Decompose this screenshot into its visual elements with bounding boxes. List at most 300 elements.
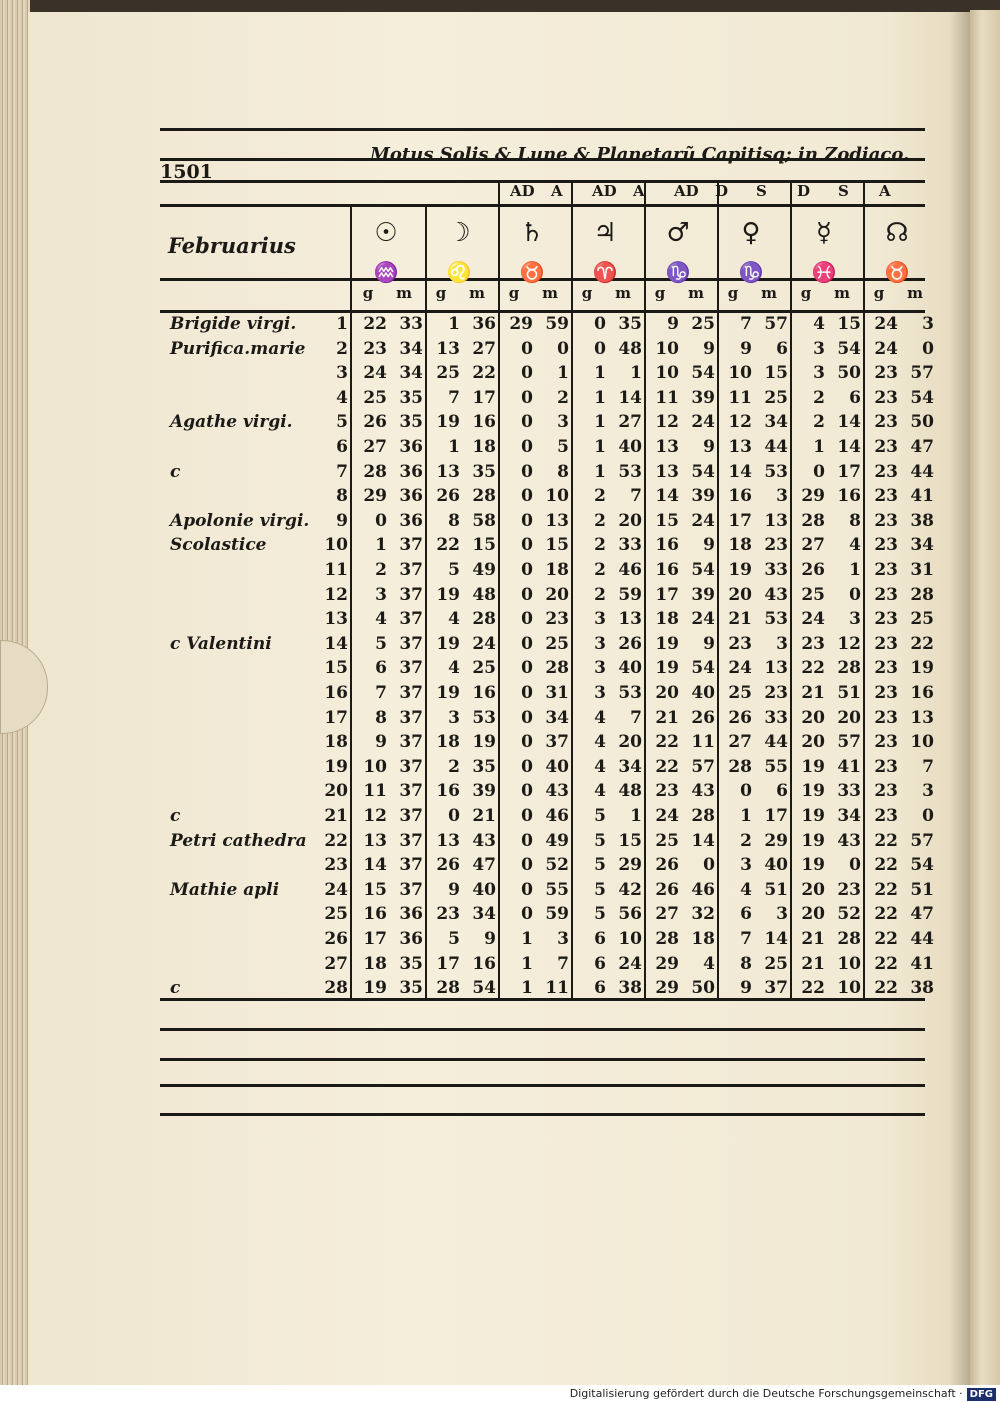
table-cell: 35 [399, 412, 423, 433]
table-cell: 3 [557, 929, 569, 949]
day-number: 24 [324, 879, 348, 900]
unit-label: g [435, 284, 447, 302]
table-cell: 3 [375, 584, 387, 605]
table-cell: 44 [910, 929, 934, 949]
table-cell: 5 [594, 806, 606, 826]
table-cell: 3 [594, 633, 606, 654]
planet-column-header [496, 208, 568, 286]
aspect-label: A [879, 182, 891, 200]
table-cell: 37 [764, 978, 788, 999]
table-cell: 28 [472, 609, 496, 630]
table-cell: 24 [728, 658, 752, 679]
table-cell: 31 [545, 683, 569, 703]
unit-label: m [542, 284, 558, 302]
planet-column-header [788, 208, 860, 286]
table-cell: 9 [740, 338, 752, 359]
table-cell: 2 [594, 535, 606, 556]
table-cell: 13 [764, 510, 788, 531]
table-cell: 23 [874, 781, 898, 802]
planet-column-header [642, 208, 714, 286]
table-cell: 49 [472, 560, 496, 580]
table-cell: 3 [813, 338, 825, 359]
table-cell: 26 [801, 560, 825, 580]
table-cell: 10 [618, 929, 642, 949]
table-cell: 2 [813, 412, 825, 433]
table-cell: 31 [910, 560, 934, 580]
table-cell: 23 [874, 683, 898, 703]
table-cell: 16 [472, 412, 496, 433]
table-cell: 2 [740, 830, 752, 851]
table-cell: 17 [363, 929, 387, 949]
table-cell: 19 [655, 633, 679, 654]
table-cell: 7 [557, 953, 569, 974]
table-cell: 47 [472, 855, 496, 876]
table-row [160, 830, 934, 855]
table-cell: 28 [545, 658, 569, 679]
table-cell: 59 [545, 314, 569, 334]
table-cell: 55 [764, 756, 788, 777]
table-cell: 29 [655, 953, 679, 974]
table-cell: 2 [594, 560, 606, 580]
table-cell: 2 [448, 756, 460, 777]
table-cell: 0 [521, 461, 533, 482]
table-cell: 25 [910, 609, 934, 630]
table-cell: 9 [703, 338, 715, 359]
unit-label: m [396, 284, 412, 302]
table-cell: 7 [922, 756, 934, 777]
table-cell: 29 [618, 855, 642, 876]
table-cell: 1 [740, 806, 752, 826]
day-number: 4 [336, 387, 348, 408]
table-cell: 26 [655, 855, 679, 876]
table-row [160, 707, 934, 732]
table-cell: 35 [399, 387, 423, 408]
table-cell: 23 [874, 437, 898, 457]
table-cell: 13 [545, 510, 569, 531]
planet-column-header [861, 208, 933, 286]
table-cell: 14 [837, 412, 861, 433]
footer [0, 1385, 1000, 1402]
table-cell: 21 [655, 707, 679, 728]
table-cell: 23 [837, 879, 861, 900]
table-cell: 47 [910, 437, 934, 457]
table-cell: 4 [594, 756, 606, 777]
table-cell: 23 [874, 806, 898, 826]
table-cell: 38 [910, 510, 934, 531]
table-cell: 19 [910, 658, 934, 679]
table-cell: 0 [521, 806, 533, 826]
table-cell: 34 [545, 707, 569, 728]
table-cell: 1 [594, 412, 606, 433]
table-cell: 19 [728, 560, 752, 580]
unit-label: m [469, 284, 485, 302]
table-cell: 11 [691, 732, 715, 753]
day-number: 16 [324, 683, 348, 703]
table-cell: 8 [375, 707, 387, 728]
table-cell: 25 [363, 387, 387, 408]
table-cell: 24 [655, 806, 679, 826]
day-number: 13 [324, 609, 348, 630]
table-cell: 37 [399, 855, 423, 876]
table-cell: 23 [874, 609, 898, 630]
table-cell: 23 [874, 461, 898, 482]
table-cell: 54 [910, 387, 934, 408]
table-cell: 7 [448, 387, 460, 408]
table-cell: 37 [399, 560, 423, 580]
table-cell: 3 [813, 363, 825, 384]
table-cell: 13 [910, 707, 934, 728]
table-cell: 48 [472, 584, 496, 605]
table-cell: 15 [363, 879, 387, 900]
table-cell: 23 [655, 781, 679, 802]
table-cell: 9 [448, 879, 460, 900]
table-cell: 19 [436, 633, 460, 654]
table-cell: 18 [472, 437, 496, 457]
table-cell: 43 [472, 830, 496, 851]
table-cell: 16 [436, 781, 460, 802]
table-cell: 39 [691, 486, 715, 507]
table-cell: 23 [363, 338, 387, 359]
table-cell: 5 [557, 437, 569, 457]
table-cell: 21 [801, 683, 825, 703]
planet-column-header [569, 208, 641, 286]
table-cell: 23 [874, 535, 898, 556]
table-cell: 34 [472, 904, 496, 925]
table-cell: 0 [521, 732, 533, 753]
table-cell: 3 [594, 658, 606, 679]
aspect-label: AD [674, 182, 699, 200]
table-cell: 40 [691, 683, 715, 703]
table-cell: 20 [618, 732, 642, 753]
table-cell: 36 [399, 437, 423, 457]
table-cell: 16 [655, 560, 679, 580]
table-cell: 27 [363, 437, 387, 457]
table-cell: 10 [837, 953, 861, 974]
table-cell: 20 [801, 732, 825, 753]
table-cell: 34 [764, 412, 788, 433]
table-row [160, 560, 934, 584]
table-cell: 9 [703, 535, 715, 556]
table-cell: 8 [557, 461, 569, 482]
table-cell: 13 [363, 830, 387, 851]
table-cell: 36 [399, 486, 423, 507]
table-cell: 14 [363, 855, 387, 876]
table-cell: 33 [764, 707, 788, 728]
zodiac-sign: ♉ [884, 260, 910, 284]
table-cell: 28 [655, 929, 679, 949]
table-row [160, 806, 934, 830]
table-cell: 6 [594, 978, 606, 999]
table-row [160, 314, 934, 338]
table-cell: 10 [910, 732, 934, 753]
table-cell: 18 [363, 953, 387, 974]
table-cell: 54 [837, 338, 861, 359]
table-cell: 36 [399, 461, 423, 482]
sun-symbol: ☉ [374, 218, 398, 248]
table-cell: 4 [594, 707, 606, 728]
table-cell: 26 [363, 412, 387, 433]
table-cell: 18 [436, 732, 460, 753]
table-cell: 26 [436, 486, 460, 507]
table-cell: 22 [874, 953, 898, 974]
table-cell: 9 [667, 314, 679, 334]
table-cell: 34 [837, 806, 861, 826]
unit-label: g [800, 284, 812, 302]
table-cell: 16 [472, 953, 496, 974]
day-number: 11 [324, 560, 348, 580]
table-cell: 11 [728, 387, 752, 408]
table-cell: 0 [521, 510, 533, 531]
table-cell: 0 [703, 855, 715, 876]
table-cell: 54 [472, 978, 496, 999]
table-cell: 25 [764, 953, 788, 974]
table-cell: 18 [655, 609, 679, 630]
table-cell: 22 [874, 978, 898, 999]
table-cell: 19 [655, 658, 679, 679]
table-cell: 39 [472, 781, 496, 802]
table-row [160, 978, 934, 1002]
table-cell: 48 [618, 338, 642, 359]
table-cell: 7 [375, 683, 387, 703]
table-cell: 22 [874, 879, 898, 900]
table-cell: 0 [521, 486, 533, 507]
table-cell: 10 [545, 486, 569, 507]
table-cell: 38 [910, 978, 934, 999]
feast-day-label: Brigide virgi. [170, 314, 297, 334]
table-cell: 34 [399, 363, 423, 384]
table-cell: 24 [691, 412, 715, 433]
table-row [160, 609, 934, 633]
table-cell: 50 [691, 978, 715, 999]
unit-label: m [907, 284, 923, 302]
table-cell: 0 [521, 707, 533, 728]
feast-day-label: Purifica.marie [170, 338, 306, 359]
table-row [160, 683, 934, 707]
table-cell: 24 [691, 609, 715, 630]
table-cell: 22 [874, 855, 898, 876]
table-cell: 15 [618, 830, 642, 851]
aspect-label: D [715, 182, 729, 200]
table-row [160, 584, 934, 609]
table-cell: 0 [521, 756, 533, 777]
table-cell: 24 [801, 609, 825, 630]
planet-column-header [350, 208, 422, 286]
table-cell: 27 [655, 904, 679, 925]
table-cell: 26 [691, 707, 715, 728]
table-cell: 44 [764, 732, 788, 753]
table-cell: 16 [837, 486, 861, 507]
table-cell: 43 [691, 781, 715, 802]
day-number: 2 [336, 338, 348, 359]
table-cell: 0 [521, 855, 533, 876]
table-row [160, 855, 934, 879]
table-cell: 1 [521, 978, 533, 999]
table-cell: 40 [545, 756, 569, 777]
table-cell: 29 [764, 830, 788, 851]
table-cell: 28 [801, 510, 825, 531]
aspect-label: AD [592, 182, 617, 200]
day-number: 25 [324, 904, 348, 925]
table-cell: 0 [521, 633, 533, 654]
table-cell: 51 [837, 683, 861, 703]
table-cell: 8 [448, 510, 460, 531]
table-cell: 4 [849, 535, 861, 556]
day-number: 9 [336, 510, 348, 531]
table-cell: 35 [472, 461, 496, 482]
table-cell: 10 [837, 978, 861, 999]
planet-header [350, 208, 925, 328]
table-cell: 28 [363, 461, 387, 482]
table-cell: 21 [801, 953, 825, 974]
day-number: 23 [324, 855, 348, 876]
day-number: 12 [324, 584, 348, 605]
table-cell: 22 [655, 732, 679, 753]
feast-day-label: Agathe virgi. [170, 412, 293, 433]
day-number: 18 [324, 732, 348, 753]
table-cell: 25 [436, 363, 460, 384]
table-cell: 16 [655, 535, 679, 556]
table-cell: 37 [399, 584, 423, 605]
table-cell: 41 [910, 486, 934, 507]
table-cell: 43 [545, 781, 569, 802]
table-cell: 21 [728, 609, 752, 630]
table-cell: 0 [594, 314, 606, 334]
feast-day-label: Mathie apli [170, 879, 280, 900]
table-cell: 20 [545, 584, 569, 605]
table-cell: 43 [764, 584, 788, 605]
unit-label: g [727, 284, 739, 302]
table-cell: 4 [813, 314, 825, 334]
table-cell: 19 [801, 806, 825, 826]
table-cell: 18 [728, 535, 752, 556]
table-cell: 28 [837, 658, 861, 679]
table-cell: 25 [472, 658, 496, 679]
table-cell: 23 [874, 412, 898, 433]
table-cell: 23 [801, 633, 825, 654]
table-cell: 5 [448, 929, 460, 949]
table-cell: 11 [363, 781, 387, 802]
venus-symbol: ♀ [741, 218, 761, 248]
table-cell: 5 [594, 830, 606, 851]
table-cell: 21 [801, 929, 825, 949]
table-cell: 9 [703, 633, 715, 654]
table-cell: 1 [849, 560, 861, 580]
table-cell: 15 [837, 314, 861, 334]
table-cell: 15 [545, 535, 569, 556]
table-cell: 24 [472, 633, 496, 654]
zodiac-sign: ♑ [738, 260, 764, 284]
table-cell: 15 [655, 510, 679, 531]
dfg-logo: DFG [967, 1388, 996, 1401]
unit-label: g [581, 284, 593, 302]
table-cell: 20 [801, 879, 825, 900]
table-cell: 20 [801, 707, 825, 728]
table-cell: 24 [691, 510, 715, 531]
table-cell: 54 [691, 363, 715, 384]
table-cell: 17 [837, 461, 861, 482]
table-cell: 0 [521, 363, 533, 384]
table-cell: 5 [594, 855, 606, 876]
table-cell: 2 [557, 387, 569, 408]
table-cell: 37 [399, 806, 423, 826]
table-cell: 11 [655, 387, 679, 408]
day-number: 26 [324, 929, 348, 949]
table-cell: 23 [874, 658, 898, 679]
table-cell: 17 [655, 584, 679, 605]
table-cell: 26 [655, 879, 679, 900]
table-cell: 57 [837, 732, 861, 753]
table-cell: 22 [874, 830, 898, 851]
table-cell: 25 [545, 633, 569, 654]
table-cell: 37 [399, 633, 423, 654]
day-number: 1 [336, 314, 348, 334]
table-cell: 13 [655, 461, 679, 482]
table-cell: 37 [399, 658, 423, 679]
table-cell: 29 [363, 486, 387, 507]
table-cell: 0 [521, 535, 533, 556]
table-row [160, 486, 934, 510]
table-cell: 7 [630, 707, 642, 728]
table-cell: 22 [363, 314, 387, 334]
table-cell: 0 [521, 683, 533, 703]
zodiac-sign: ♈ [592, 260, 618, 284]
table-cell: 0 [557, 338, 569, 359]
table-cell: 13 [436, 338, 460, 359]
table-cell: 3 [849, 609, 861, 630]
table-cell: 19 [801, 855, 825, 876]
table-cell: 25 [691, 314, 715, 334]
table-cell: 1 [630, 363, 642, 384]
table-cell: 23 [874, 584, 898, 605]
mercury-symbol: ☿ [816, 218, 832, 248]
table-cell: 28 [472, 486, 496, 507]
table-cell: 3 [922, 314, 934, 334]
day-number: 10 [324, 535, 348, 556]
table-cell: 57 [691, 756, 715, 777]
table-cell: 37 [545, 732, 569, 753]
day-number: 28 [324, 978, 348, 999]
table-row [160, 535, 934, 559]
table-cell: 50 [837, 363, 861, 384]
table-cell: 28 [436, 978, 460, 999]
table-cell: 50 [910, 412, 934, 433]
table-cell: 0 [521, 904, 533, 925]
table-cell: 22 [436, 535, 460, 556]
table-cell: 0 [922, 338, 934, 359]
table-cell: 35 [399, 978, 423, 999]
table-cell: 12 [655, 412, 679, 433]
table-cell: 0 [521, 437, 533, 457]
table-cell: 58 [472, 510, 496, 531]
table-row [160, 461, 934, 486]
table-cell: 9 [740, 978, 752, 999]
table-cell: 4 [594, 732, 606, 753]
unit-label: m [615, 284, 631, 302]
table-cell: 23 [874, 707, 898, 728]
table-cell: 5 [594, 879, 606, 900]
table-cell: 34 [618, 756, 642, 777]
table-cell: 28 [728, 756, 752, 777]
table-cell: 8 [849, 510, 861, 531]
table-cell: 2 [594, 584, 606, 605]
table-cell: 6 [594, 929, 606, 949]
jupiter-symbol: ♃ [593, 218, 617, 248]
table-cell: 36 [472, 314, 496, 334]
table-cell: 0 [521, 338, 533, 359]
table-cell: 3 [594, 683, 606, 703]
table-cell: 23 [764, 683, 788, 703]
table-cell: 37 [399, 879, 423, 900]
